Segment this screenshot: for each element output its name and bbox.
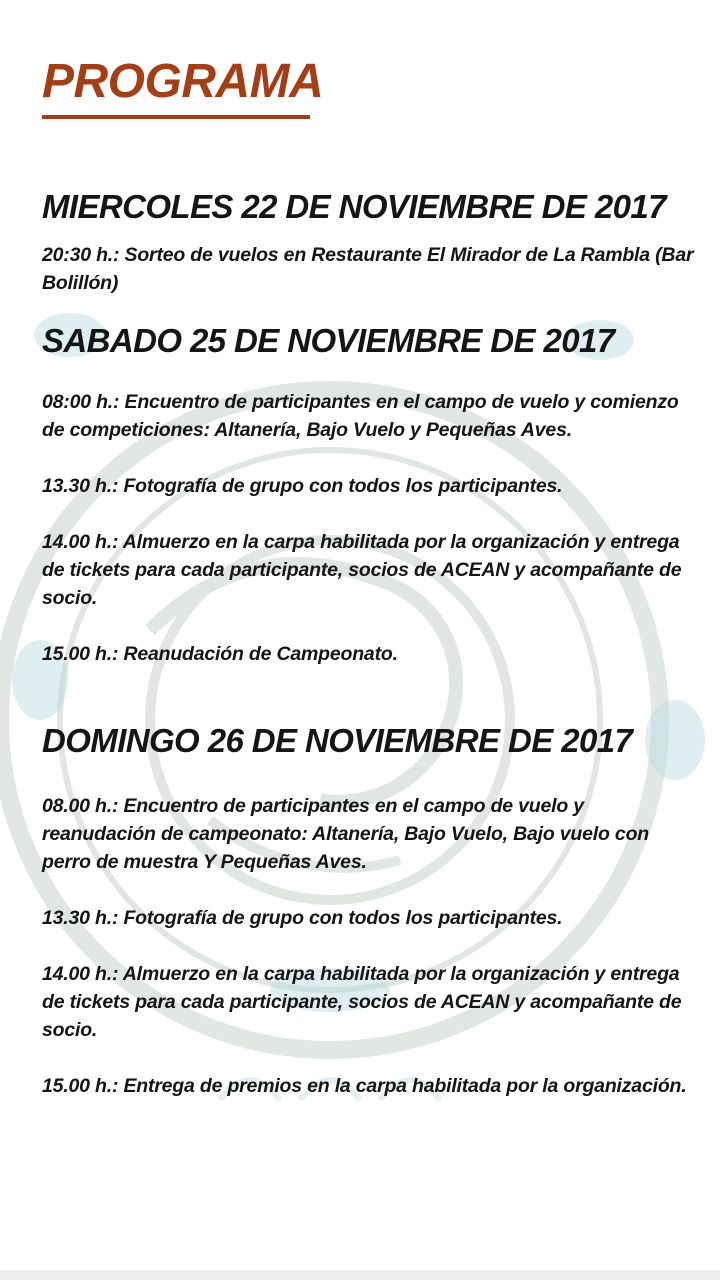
day-saturday (42, 322, 702, 668)
day-heading: SABADO 25 DE NOVIEMBRE DE 2017 (42, 322, 615, 359)
event-item: 14.00 h.: Almuerzo en la carpa habilitada por la organización y entrega de tickets para cada participante, socios de ACEAN y acompañante de socio. (42, 962, 682, 1041)
event-item: 20:30 h.: Sorteo de vuelos en Restaurante El Mirador de La Rambla (Bar Bolillón) (42, 243, 694, 294)
day-heading: MIERCOLES 22 DE NOVIEMBRE DE 2017 (42, 188, 666, 225)
event-item: 13.30 h.: Fotografía de grupo con todos los participantes. (42, 474, 563, 497)
event-item: 15.00 h.: Reanudación de Campeonato. (42, 642, 398, 665)
day-sunday (42, 722, 702, 1100)
event-item: 15.00 h.: Entrega de premios en la carpa habilitada por la organización. (42, 1074, 687, 1097)
event-item: 08:00 h.: Encuentro de participantes en el campo de vuelo y comienzo de competiciones: Altanería, Bajo Vuelo y Pequeñas Aves. (42, 390, 679, 441)
day-wednesday (42, 188, 702, 297)
event-item: 14.00 h.: Almuerzo en la carpa habilitada por la organización y entrega de tickets para cada participante, socios de ACEAN y acompañante de socio. (42, 530, 682, 609)
page-title: PROGRAMA (42, 55, 324, 108)
bottom-strip (0, 1270, 720, 1280)
event-item: 13.30 h.: Fotografía de grupo con todos los participantes. (42, 906, 563, 929)
title-underline (42, 115, 310, 119)
day-heading: DOMINGO 26 DE NOVIEMBRE DE 2017 (42, 722, 633, 759)
event-item: 08.00 h.: Encuentro de participantes en el campo de vuelo y reanudación de campeonato: Altanería, Bajo Vuelo, Bajo vuelo con perro de muestra Y Pequeñas Aves. (42, 794, 650, 873)
